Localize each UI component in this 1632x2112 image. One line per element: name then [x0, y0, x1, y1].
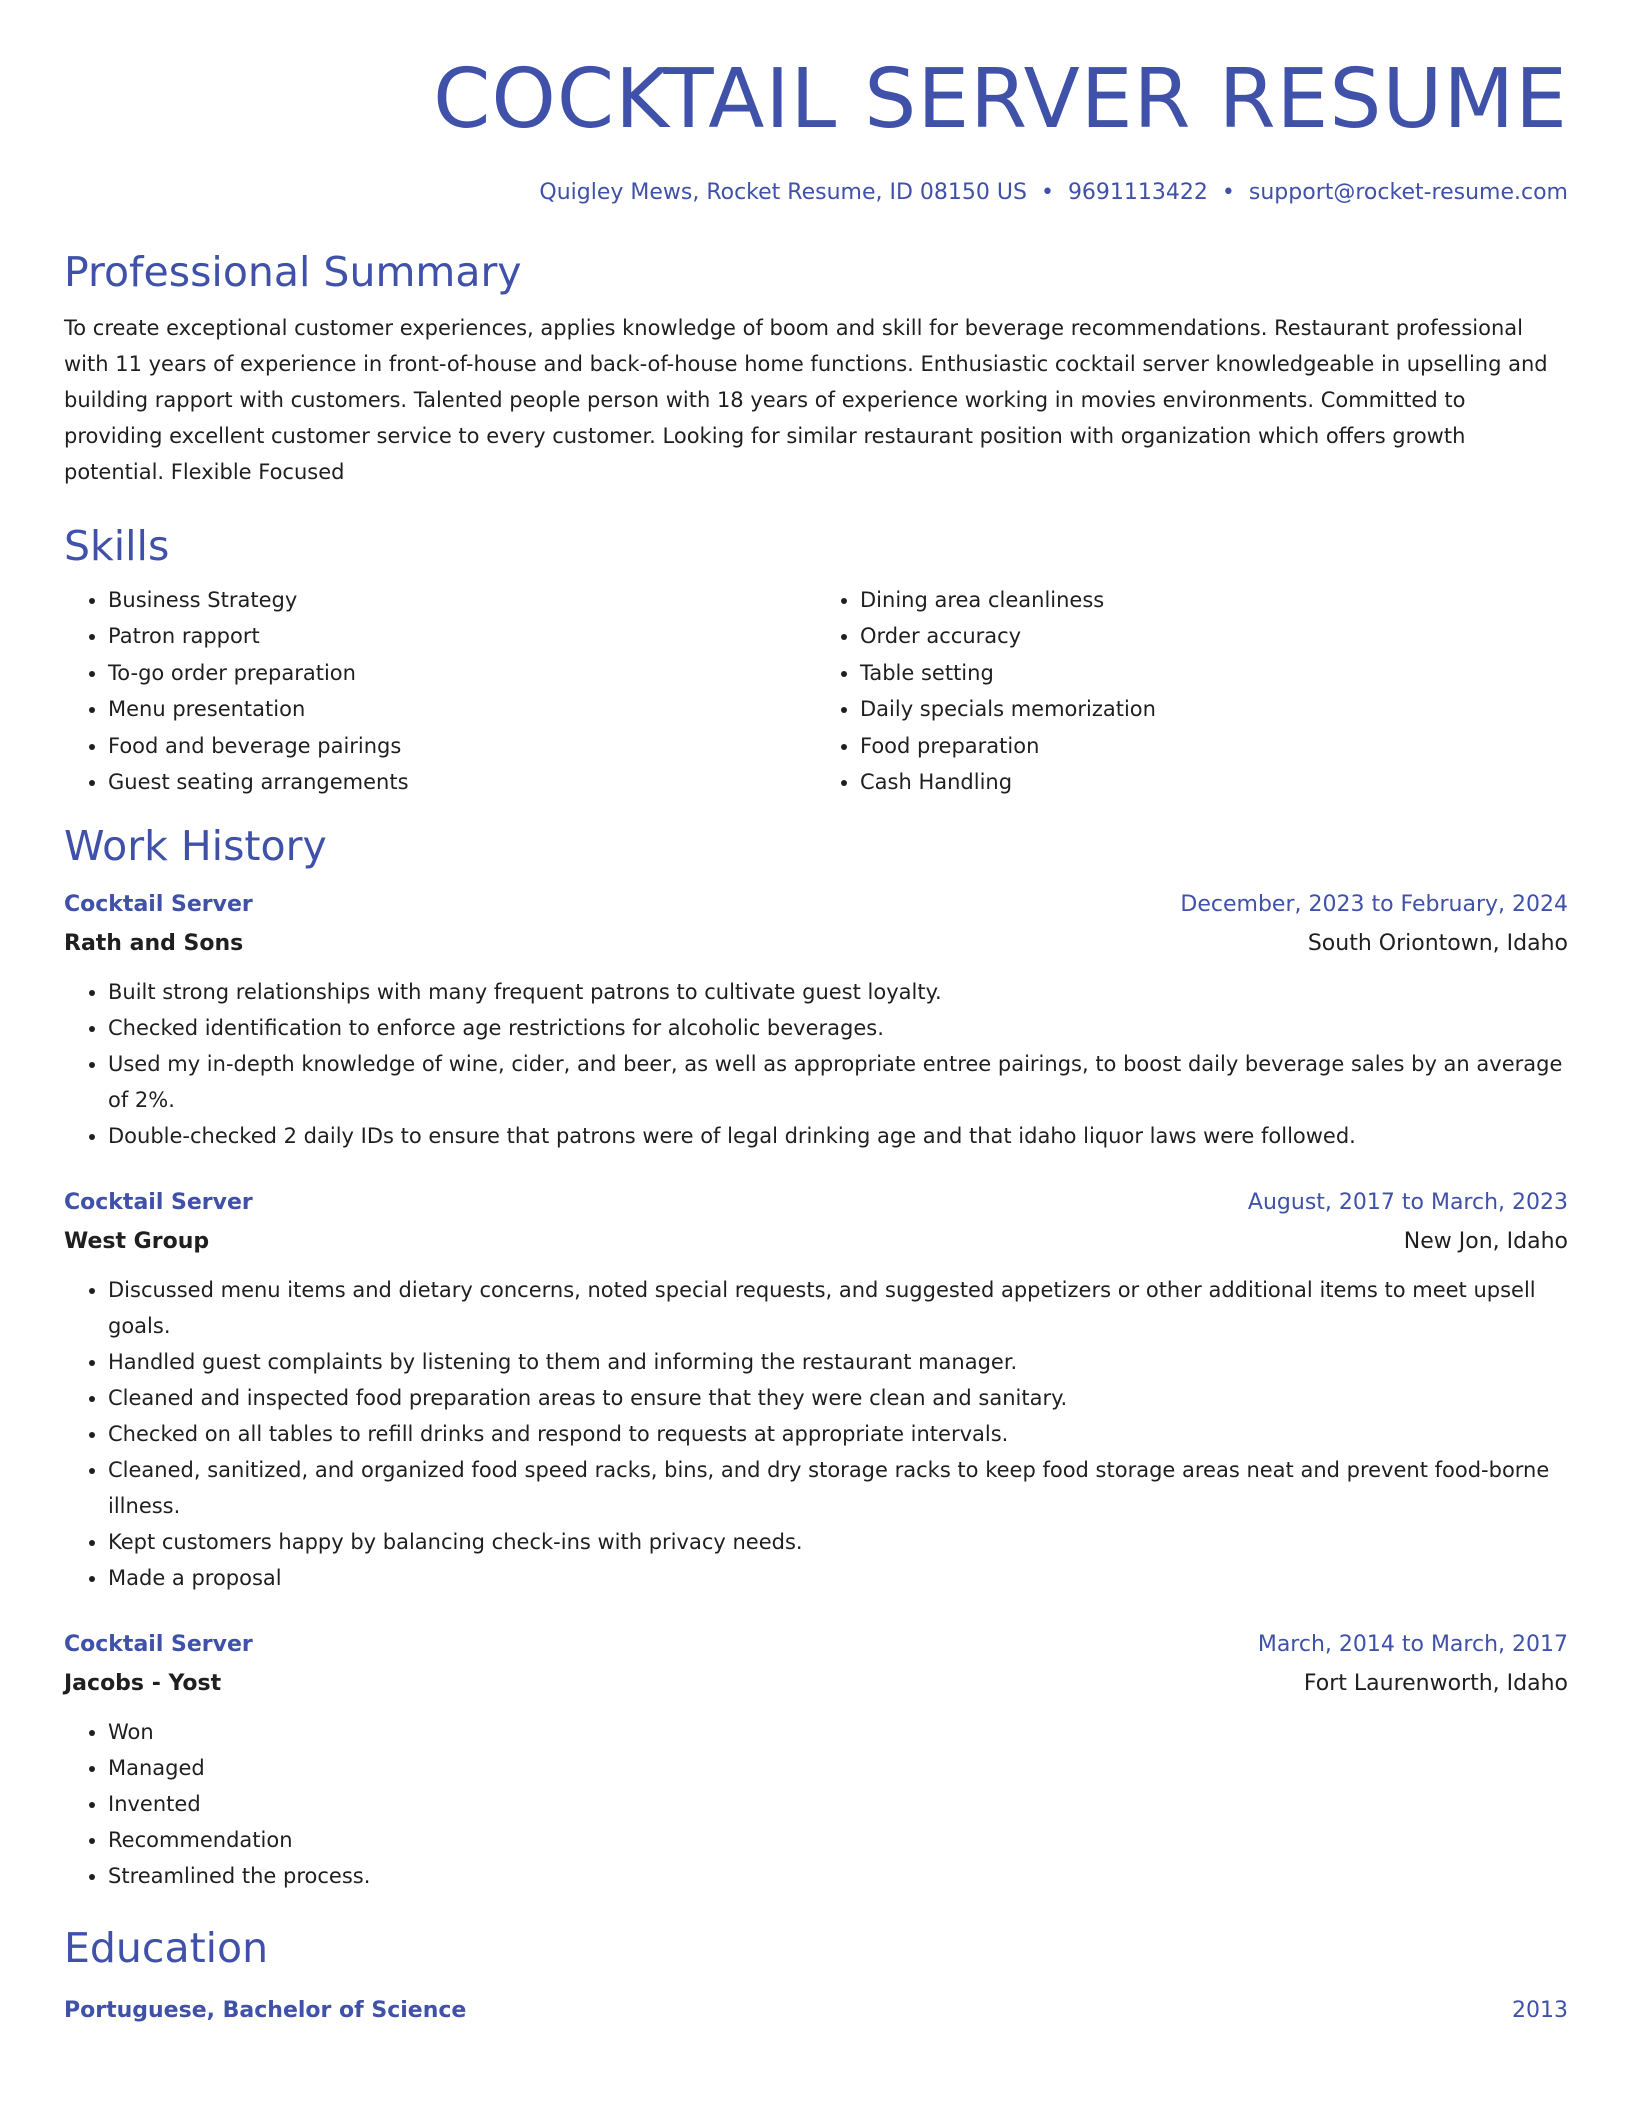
job-title: Cocktail Server	[64, 892, 253, 918]
job-company: Jacobs - Yost	[64, 1671, 222, 1697]
job-bullet: • Checked identification to enforce age restrictions for alcoholic beverages.	[108, 1010, 1568, 1046]
job-location: New Jon, Idaho	[1403, 1229, 1568, 1255]
skill-item: • Business Strategy	[108, 582, 816, 618]
job-entry	[64, 1184, 1568, 1596]
job-bullet: • Won	[108, 1714, 1568, 1750]
education-heading: Education	[64, 1924, 269, 1973]
skill-item: • Cash Handling	[860, 764, 1568, 800]
job-bullet: • Cleaned and inspected food preparation areas to ensure that they were clean and sanitary.	[108, 1380, 1568, 1416]
job-bullet: • Recommendation	[108, 1822, 1568, 1858]
contact-line	[64, 178, 1568, 208]
skills-list	[64, 582, 1568, 800]
job-bullet: • Checked on all tables to refill drinks and respond to requests at appropriate intervals.	[108, 1416, 1568, 1452]
resume-header	[64, 0, 1568, 208]
job-entry	[64, 1626, 1568, 1894]
job-title-row	[64, 1184, 1568, 1222]
education-degree: Portuguese, Bachelor of Science	[64, 1998, 467, 2024]
job-dates: March, 2014 to March, 2017	[1257, 1632, 1568, 1658]
job-bullet: • Invented	[108, 1786, 1568, 1822]
job-bullet: • Managed	[108, 1750, 1568, 1786]
job-bullet: • Streamlined the process.	[108, 1858, 1568, 1894]
skill-item: • To-go order preparation	[108, 655, 816, 691]
contact-separator: •	[1221, 180, 1235, 205]
job-bullet: • Handled guest complaints by listening to them and informing the restaurant manager.	[108, 1344, 1568, 1380]
job-company-row	[64, 1222, 1568, 1262]
job-bullet: • Used my in-depth knowledge of wine, cider, and beer, as well as appropriate entree pairings, to boost daily beverage sales by an average of 2%.	[108, 1046, 1568, 1118]
job-title-row	[64, 886, 1568, 924]
contact-address: Quigley Mews, Rocket Resume, ID 08150 US	[539, 180, 1027, 205]
job-bullet: • Cleaned, sanitized, and organized food speed racks, bins, and dry storage racks to keep food storage areas neat and prevent food-borne illness.	[108, 1452, 1568, 1524]
job-bullet: • Made a proposal	[108, 1560, 1568, 1596]
job-company: Rath and Sons	[64, 931, 244, 957]
contact-separator: •	[1040, 180, 1054, 205]
summary-text: To create exceptional customer experiences, applies knowledge of boom and skill for beverage recommendations. Restaurant professional with 11 years of experience in front-of-house and back-of-house home functions. Enthusiastic cocktail server knowledgeable in upselling and building rapport with customers. Talented people person with 18 years of experience working in movies environments. Committed to providing excellent customer service to every customer. Looking for similar restaurant position with organization which offers growth potential. Flexible Focused	[64, 316, 1548, 484]
job-bullets	[64, 1714, 1568, 1894]
skill-item: • Food and beverage pairings	[108, 728, 816, 764]
job-location: South Oriontown, Idaho	[1307, 931, 1568, 957]
job-company-row	[64, 1664, 1568, 1704]
job-bullet: • Discussed menu items and dietary concerns, noted special requests, and suggested appetizers or other additional items to meet upsell goals.	[108, 1272, 1568, 1344]
contact-phone: 9691113422	[1067, 180, 1208, 205]
job-bullet: • Double-checked 2 daily IDs to ensure that patrons were of legal drinking age and that idaho liquor laws were followed.	[108, 1118, 1568, 1154]
education-year: 2013	[1512, 1998, 1568, 2024]
job-company: West Group	[64, 1229, 210, 1255]
education-entry	[64, 1992, 1568, 2030]
skills-column-left	[64, 582, 816, 800]
skill-item: • Dining area cleanliness	[860, 582, 1568, 618]
job-entry	[64, 886, 1568, 1154]
job-bullets	[64, 974, 1568, 1154]
resume-name: COCKTAIL SERVER RESUME	[433, 52, 1568, 147]
skill-item: • Patron rapport	[108, 618, 816, 654]
skill-item: • Guest seating arrangements	[108, 764, 816, 800]
skill-item: • Menu presentation	[108, 691, 816, 727]
skill-item: • Order accuracy	[860, 618, 1568, 654]
skills-column-right	[816, 582, 1568, 800]
skill-item: • Daily specials memorization	[860, 691, 1568, 727]
job-title: Cocktail Server	[64, 1632, 253, 1658]
work-history-heading: Work History	[64, 822, 327, 871]
skill-item: • Food preparation	[860, 728, 1568, 764]
job-dates: August, 2017 to March, 2023	[1247, 1190, 1568, 1216]
skills-heading: Skills	[64, 522, 170, 570]
job-title-row	[64, 1626, 1568, 1664]
job-company-row	[64, 924, 1568, 964]
job-location: Fort Laurenworth, Idaho	[1303, 1671, 1568, 1697]
job-bullet: • Built strong relationships with many frequent patrons to cultivate guest loyalty.	[108, 974, 1568, 1010]
job-dates: December, 2023 to February, 2024	[1180, 892, 1568, 918]
job-bullet: • Kept customers happy by balancing check-ins with privacy needs.	[108, 1524, 1568, 1560]
summary-heading: Professional Summary	[64, 248, 522, 296]
skill-item: • Table setting	[860, 655, 1568, 691]
job-bullets	[64, 1272, 1568, 1596]
contact-email: support@rocket-resume.com	[1248, 180, 1568, 205]
job-title: Cocktail Server	[64, 1190, 253, 1216]
